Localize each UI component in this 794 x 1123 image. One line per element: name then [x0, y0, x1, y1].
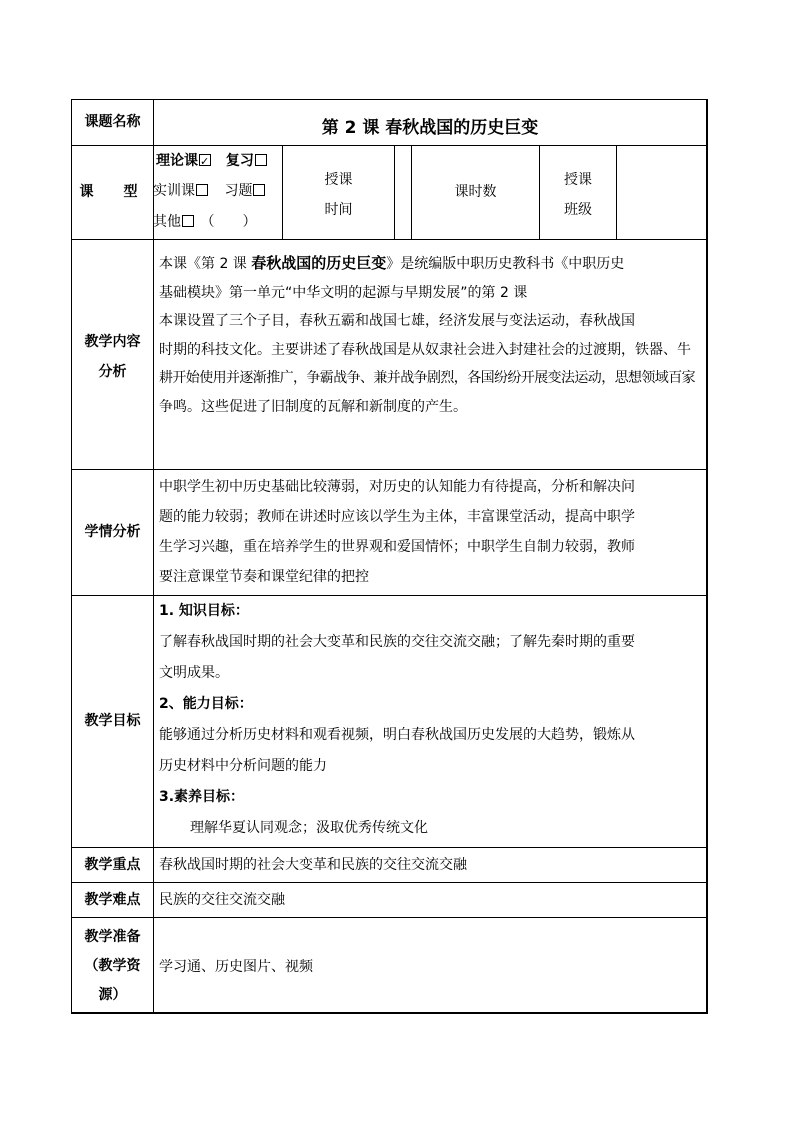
review-checkbox[interactable]: [255, 154, 267, 166]
content-line-1-bold: 春秋战国的历史巨变: [251, 254, 387, 272]
objective-line: 文明成果。: [159, 665, 229, 681]
course-type-line-2: [153, 180, 265, 202]
time-label: [283, 165, 394, 225]
option-exercise-label: 习题: [224, 183, 253, 199]
course-title: 第 2 课 春秋战国的历史巨变: [321, 118, 539, 138]
class-label-line-1: 授课: [564, 172, 592, 188]
time-label-line-1: 授课: [324, 172, 353, 188]
preparation-label-line-3: 源）: [98, 987, 127, 1003]
theory-checkbox[interactable]: [199, 154, 211, 166]
content-line: 争鸣。这些促进了旧制度的瓦解和新制度的产生。: [159, 398, 467, 415]
cell-divider: [394, 145, 395, 239]
objectives-label: 教学目标: [84, 713, 141, 729]
cell-divider: [616, 145, 617, 239]
content-analysis-label-line-1: 教学内容: [84, 334, 141, 350]
student-analysis-text: [159, 472, 705, 592]
lesson-plan-table: [71, 99, 707, 1013]
time-label-line-2: 时间: [324, 202, 353, 218]
objective-line: 理解华夏认同观念；汲取优秀传统文化: [190, 820, 428, 836]
preparation-label-line-1: 教学准备: [84, 929, 141, 945]
row-divider: [71, 145, 707, 146]
content-line-1-prefix: 本课《第 2 课: [159, 256, 252, 272]
content-line: 本课设置了三个子目，春秋五霸和战国七雄，经济发展与变法运动，春秋战国: [159, 313, 635, 329]
content-line-1-suffix: 》是统编版中职历史教科书《中职历史: [386, 256, 625, 272]
objectives-text: [159, 596, 705, 844]
option-other-label: 其他: [153, 214, 181, 230]
content-line: 耕开始使用并逐渐推广，争霸战争、兼并战争剧烈，各国纷纷开展变法运动，思想领域百家: [159, 370, 695, 386]
row-divider: [71, 469, 707, 470]
option-theory-label: 理论课: [156, 153, 198, 169]
option-practice-label: 实训课: [153, 183, 195, 199]
content-analysis-text: [159, 249, 705, 421]
preparation-text: 学习通、历史图片、视频: [159, 959, 313, 975]
exercise-checkbox[interactable]: [253, 184, 265, 196]
row-divider: [71, 239, 707, 240]
course-type-line-3: [153, 211, 256, 233]
objective-heading-knowledge: 1. 知识目标：: [159, 603, 249, 619]
key-points-label: 教学重点: [84, 857, 141, 873]
other-checkbox[interactable]: [182, 215, 194, 227]
course-name-label: 课题名称: [84, 114, 141, 130]
content-line: [159, 249, 705, 279]
option-review-label: 复习: [225, 153, 254, 169]
content-line: 基础模块》第一单元“中华文明的起源与早期发展”的第 2 课: [159, 284, 528, 301]
student-line: 生学习兴趣，重在培养学生的世界观和爱国情怀；中职学生自制力较弱，教师: [159, 539, 635, 555]
student-line: 中职学生初中历史基础比较薄弱，对历史的认知能力有待提高，分析和解决问: [159, 479, 635, 495]
student-line: 题的能力较弱；教师在讲述时应该以学生为主体，丰富课堂活动，提高中职学: [159, 509, 635, 525]
content-line: 时期的科技文化。主要讲述了春秋战国是从奴隶社会进入封建社会的过渡期，铁器、牛: [159, 341, 691, 358]
difficulties-label: 教学难点: [84, 892, 141, 908]
class-label: [540, 165, 616, 225]
difficulties-text: 民族的交往交流交融: [159, 892, 285, 908]
objective-heading-ability: 2、能力目标：: [159, 696, 253, 712]
content-analysis-label-line-2: 分析: [98, 364, 127, 380]
row-divider: [71, 882, 707, 883]
class-label-line-2: 班级: [564, 202, 592, 218]
student-analysis-label: 学情分析: [84, 524, 141, 540]
course-type-line-1: [156, 150, 267, 172]
objective-line: 了解春秋战国时期的社会大变革和民族的交往交流交融；了解先秦时期的重要: [159, 634, 635, 650]
row-divider: [71, 917, 707, 918]
preparation-label: [71, 923, 154, 1010]
student-line: 要注意课堂节奏和课堂纪律的把控: [159, 569, 369, 585]
key-points-text: 春秋战国时期的社会大变革和民族的交往交流交融: [159, 857, 467, 873]
practice-checkbox[interactable]: [196, 184, 208, 196]
hours-label: 课时数: [454, 184, 497, 200]
objective-heading-literacy: 3.素养目标：: [159, 789, 245, 805]
row-divider: [71, 847, 707, 848]
objective-line: 能够通过分析历史材料和观看视频，明白春秋战国历史发展的大趋势，锻炼从: [159, 727, 635, 743]
content-analysis-label: [71, 327, 154, 387]
preparation-label-line-2: （教学资: [84, 958, 141, 974]
course-type-label: 课 型: [79, 184, 146, 200]
objective-line: 历史材料中分析问题的能力: [159, 758, 327, 774]
other-paren: （ ）: [200, 214, 257, 230]
